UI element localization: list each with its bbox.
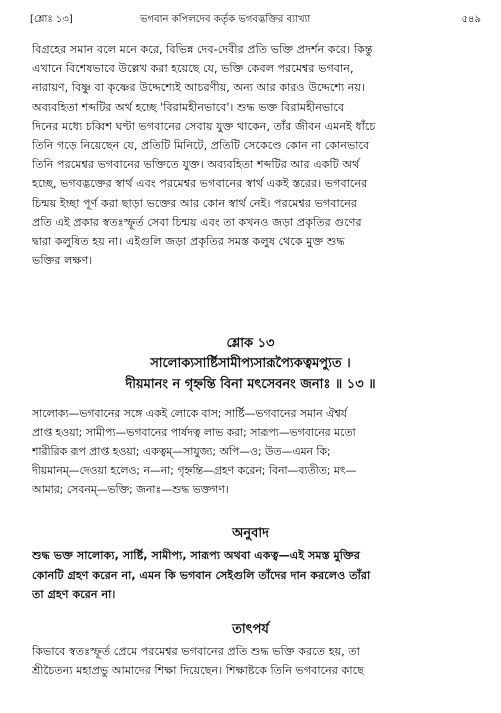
text-line: হচ্ছে, ভগবদ্ভক্তের স্বার্থ এবং পরমেশ্বর ভগবানের স্বার্থ একই স্তরের। ভগবানের (32, 177, 368, 191)
text-line: তিনি গড়ে নিয়েছেন যে, প্রতিটি মিনিটে, প্রতিটি সেকেণ্ডে কোন না কোনভাবে (32, 139, 370, 153)
running-header (30, 12, 481, 28)
verse-line-1: সালোক্যসার্ষ্টিসামীপ্যসারূপ্যৈকত্বমপ্যুত । (150, 356, 351, 371)
text-line: দিনের মধ্যে চব্বিশ ঘণ্টা ভগবানের সেবায় যুক্ত থাকেন, তাঁর জীবন এমনই ধাঁচে (32, 119, 376, 133)
purport-heading: তাৎপর্য (232, 622, 269, 637)
translation-line: তা গ্রহণ করেন না। (32, 588, 116, 601)
translation-line: কোনটি গ্রহণ করেন না, এমন কি ভগবান সেইগুলি তাঁদের দান করলেও তাঁরা (32, 568, 371, 582)
purport-text (32, 642, 467, 680)
word-meaning-line: প্রাপ্ত হওয়া; সামীপ্য—ভগবানের পার্ষদত্ব লাভ করা; সারূপ্য—ভগবানের মতো (32, 426, 356, 439)
word-meaning-line: শারীরিক রূপ প্রাপ্ত হওয়া; একত্বম্—সাযুজ্য; অপি—ও; উত—এমন কি; (32, 445, 331, 458)
text-line: ভক্তির লক্ষণ। (32, 254, 93, 268)
header-chapter-title: ভগবান কপিলদেব কর্তৃক ভগবদ্ভক্তির ব্যাখ্যা (140, 14, 311, 25)
translation-text (32, 546, 467, 605)
text-line: বিগ্রহের সমান বলে মনে করে, বিভিন্ন দেব-দেবীর প্রতি ভক্তি প্রদর্শন করে। কিন্তু (32, 43, 373, 56)
text-line: চিন্ময় ইচ্ছা পূর্ণ করা ছাড়া ভক্তের আর কোন স্বার্থ নেই। পরমেশ্বর ভগবানের (32, 196, 358, 210)
header-verse-ref: [শ্লোঃ ১৩] (30, 14, 73, 25)
word-meaning-line: আমার; সেবনম্—ভক্তি; জনাঃ—শুদ্ধ ভক্তগণ। (32, 483, 229, 496)
verse-line-2: দীয়মানং ন গৃহ্নন্তি বিনা মৎসেবনং জনাঃ ॥ ১৩ ॥ (125, 377, 376, 392)
page-number: ৫৪৯ (461, 14, 481, 25)
text-line: দ্বারা কলুষিত হয় না। এইগুলি জড়া প্রকৃতির সমস্ত কলুষ থেকে মুক্ত শুদ্ধ (32, 235, 345, 249)
text-line: নারায়ণ, বিষ্ণু বা কৃষ্ণের উদ্দেশ্যেই আচরণীয়, অন্য আর কারও উদ্দেশ্যে নয়। (32, 81, 366, 95)
verse-title: শ্লোক ১৩ (226, 336, 275, 351)
word-meanings (32, 404, 467, 499)
translation-line: শুদ্ধ ভক্ত সালোক্য, সার্ষ্টি, সামীপ্য, সারূপ্য অথবা একত্ব—এই সমস্ত মুক্তির (32, 549, 360, 562)
word-meaning-line: সালোক্য—ভগবানের সঙ্গে একই লোকে বাস; সার্ষ্টি—ভগবানের সমান ঐশ্বর্য (32, 407, 348, 420)
body-paragraph (32, 40, 467, 270)
text-line: অব্যবহিতা শব্দটির অর্থ হচ্ছে 'বিরামহীনভাবে'। শুদ্ধ ভক্ত বিরামহীনভাবে (32, 100, 345, 114)
text-line: প্রতি এই প্রকার স্বতঃস্ফূর্ত সেবা চিন্ময় এবং তা কখনও জড়া প্রকৃতির গুণের (32, 215, 362, 229)
purport-line: শ্রীচৈতন্য মহাপ্রভু আমাদের শিক্ষা দিয়েছেন। শিক্ষাষ্টকে তিনি ভগবানের কাছে (32, 664, 364, 678)
purport-line: কিভাবে স্বতঃস্ফূর্ত প্রেমে পরমেশ্বর ভগবানের প্রতি শুদ্ধ ভক্তি করতে হয়, তা (32, 645, 360, 658)
word-meaning-line: দীয়মানম্—দেওয়া হলেও; ন—না; গৃহ্নন্তি—গ্রহণ করেন; বিনা—ব্যতীত; মৎ— (32, 464, 357, 477)
text-line: এখানে বিশেষভাবে উল্লেখ করা হয়েছে যে, ভক্তি কেবল পরমেশ্বর ভগবান, (32, 62, 354, 76)
text-line: তিনি পরমেশ্বর ভগবানের ভক্তিতে যুক্ত। অব্যবহিতা শব্দটির আর একটি অর্থ (32, 158, 360, 172)
translation-heading: অনুবাদ (232, 526, 269, 541)
